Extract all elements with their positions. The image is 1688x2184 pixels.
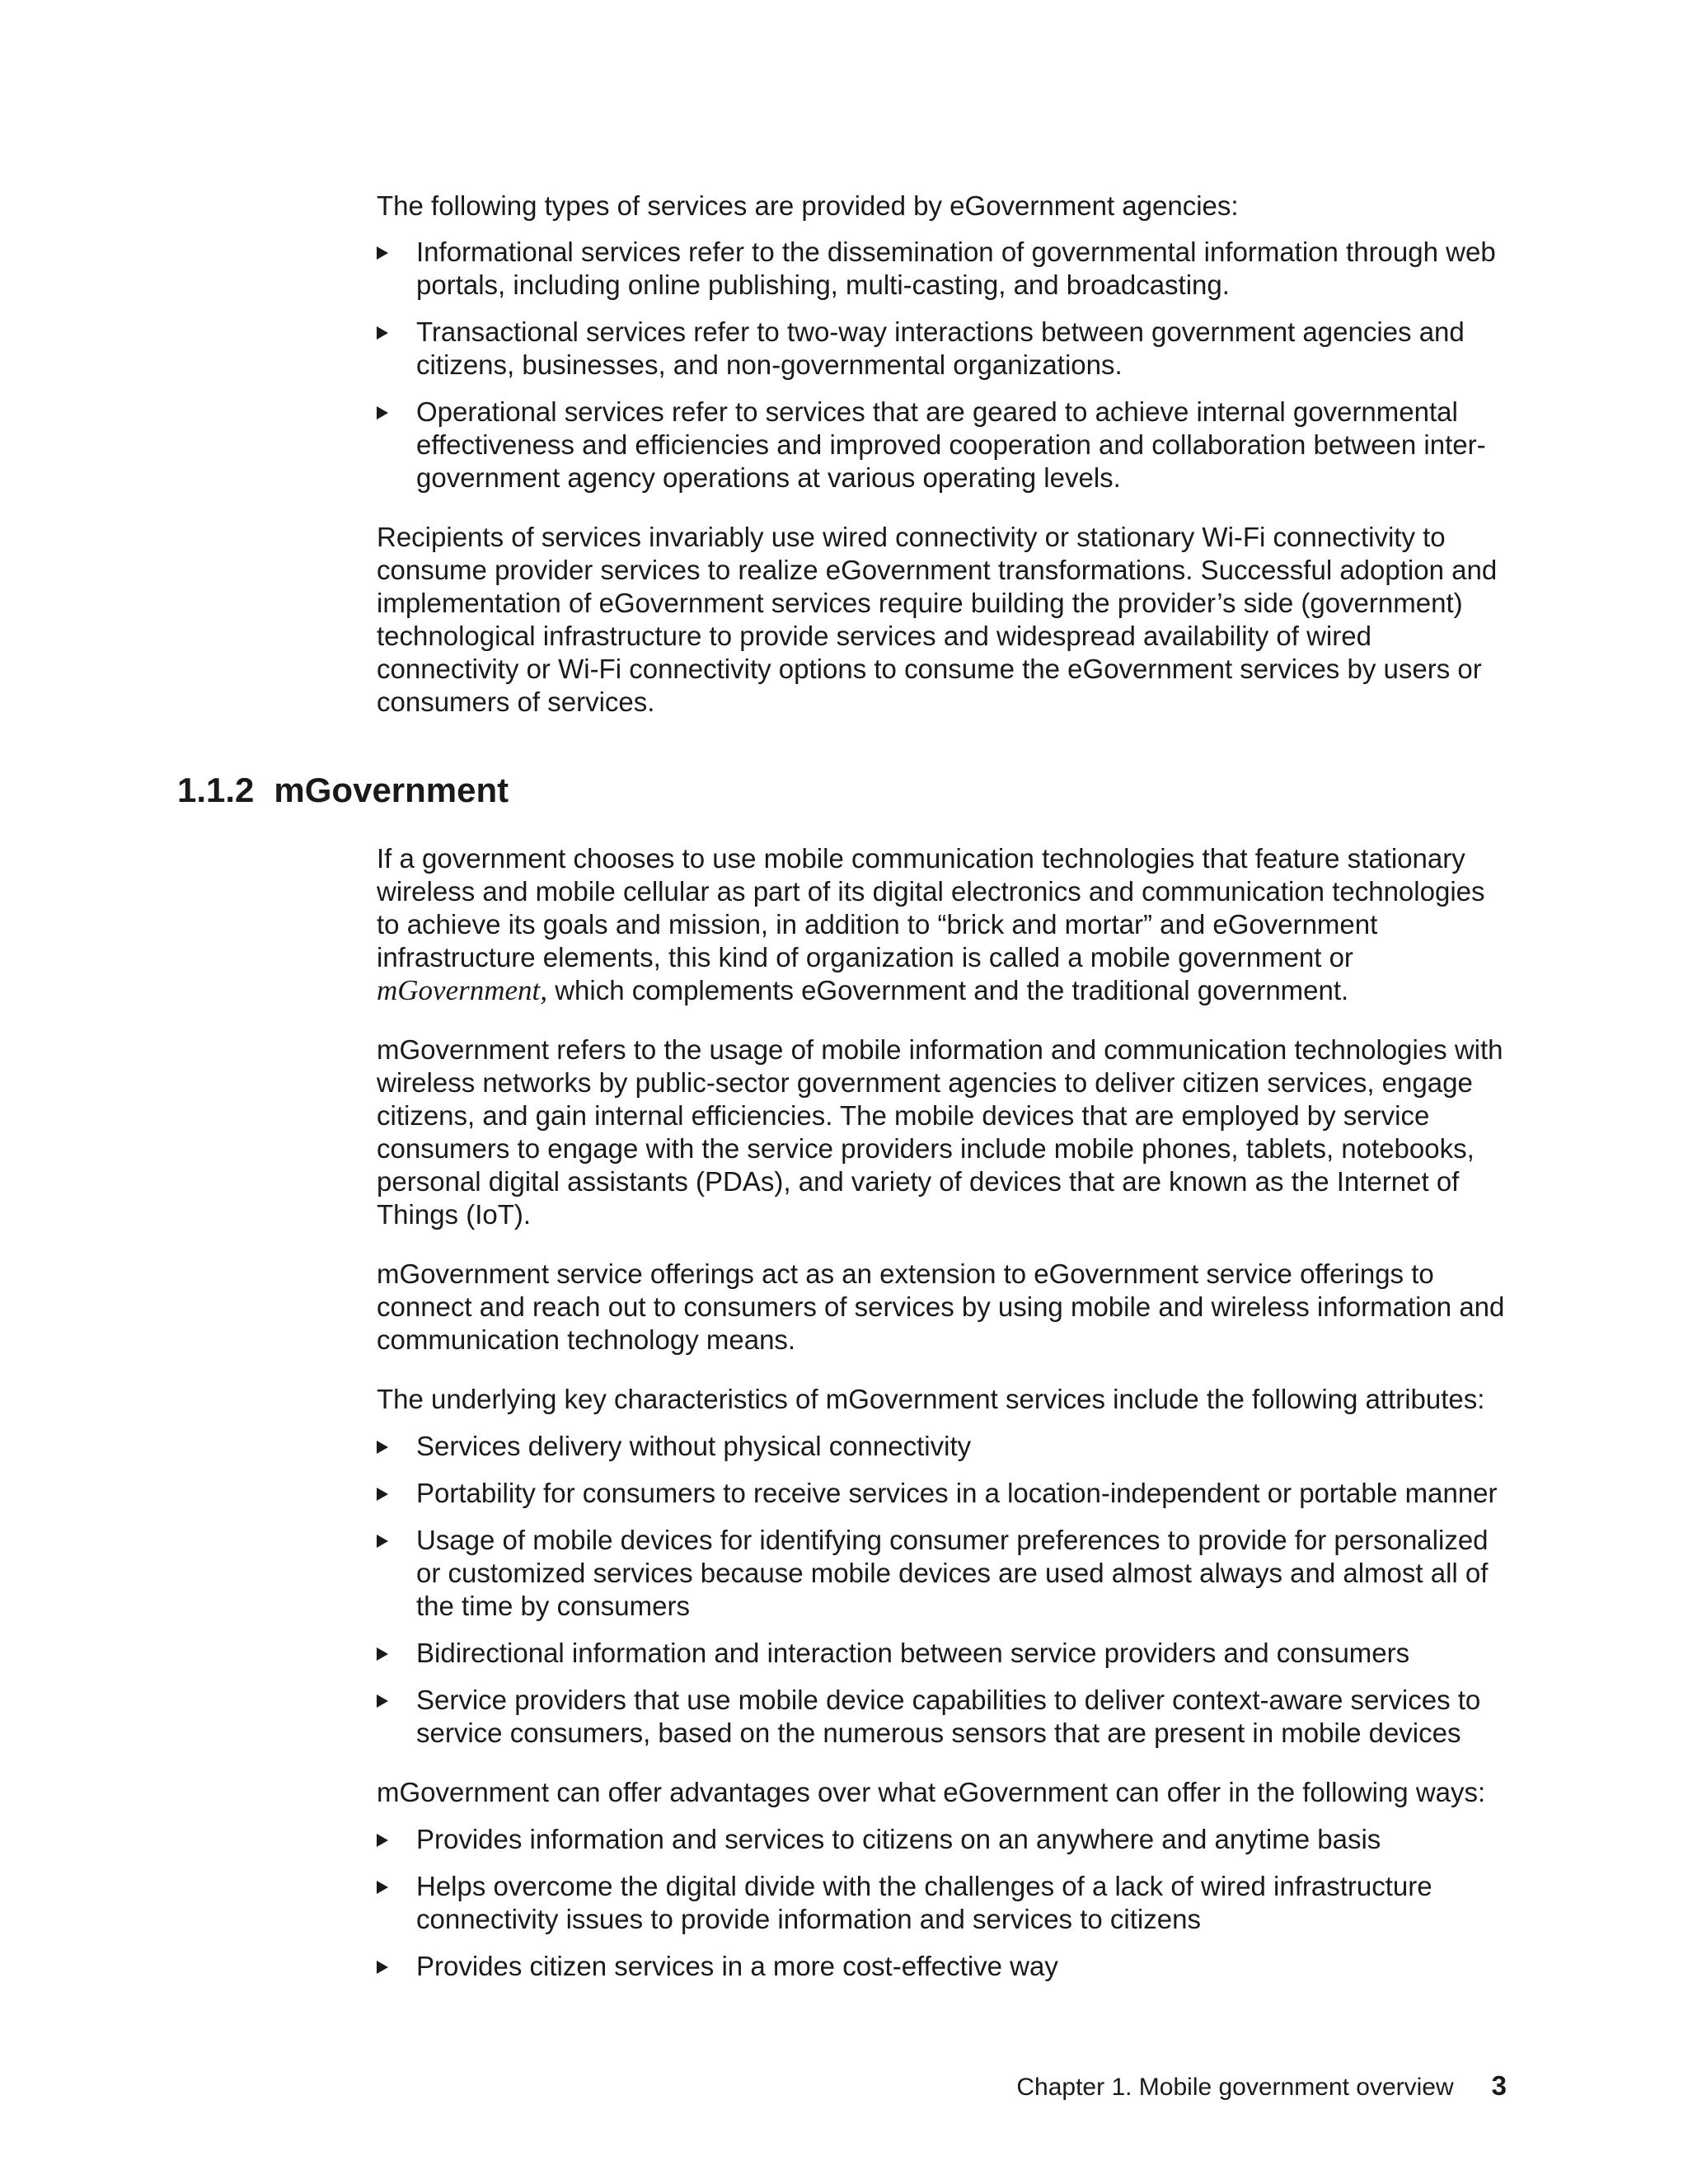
triangle-bullet-icon — [377, 1694, 388, 1708]
advantages-list — [377, 1823, 1506, 1983]
list-item — [377, 1637, 1506, 1670]
characteristics-list — [377, 1430, 1506, 1750]
list-item — [377, 1870, 1506, 1936]
list-item — [377, 1684, 1506, 1750]
list-item — [377, 1524, 1506, 1623]
section-number: 1.1.2 — [177, 771, 255, 809]
list-item — [377, 1477, 1506, 1510]
mgov-section — [377, 842, 1506, 1983]
characteristics-intro: The underlying key characteristics of mGovernment services include the following attributes: — [377, 1384, 1485, 1414]
mgov-usage-paragraph: mGovernment refers to the usage of mobile information and communication technologies with wireless networks by public-sector government agencies to deliver citizen services, engage citizens, and gain internal efficiencies. The mobile devices that are employed by service consumers to engage with the service providers include mobile phones, tablets, notebooks, personal digital assistants (PDAs), and variety of devices that are known as the Internet of Things (IoT). — [377, 1034, 1503, 1230]
para-text: If a government chooses to use mobile communication technologies that feature stationary wireless and mobile cellular as part of its digital electronics and communication technologies to achieve its goals and mission, in addition to “brick and mortar” and eGovernment infrastructure elements, this kind of organization is called a mobile government or — [377, 843, 1485, 972]
triangle-bullet-icon — [377, 1834, 388, 1847]
list-item-text: Usage of mobile devices for identifying consumer preferences to provide for personalized or customized services because mobile devices are used almost always and almost all of the time by consumers — [416, 1525, 1489, 1621]
list-item — [377, 236, 1506, 302]
triangle-bullet-icon — [377, 1441, 388, 1454]
triangle-bullet-icon — [377, 406, 388, 419]
list-item-text: Bidirectional information and interaction between service providers and consumers — [416, 1638, 1410, 1668]
list-item-text: Operational services refer to services that are geared to achieve internal governmental effectiveness and efficiencies and improved cooperation and collaboration between inter-government agency operations at various operating levels. — [416, 396, 1486, 493]
list-item-text: Transactional services refer to two-way interactions between government agencies and citizens, businesses, and non-governmental organizations. — [416, 316, 1465, 380]
list-item — [377, 316, 1506, 382]
list-item-text: Provides information and services to citizens on an anywhere and anytime basis — [416, 1824, 1381, 1854]
triangle-bullet-icon — [377, 246, 388, 260]
emphasized-term: mGovernment, — [377, 974, 548, 1006]
triangle-bullet-icon — [377, 1961, 388, 1974]
chapter-title: Chapter 1. Mobile government overview — [1016, 2074, 1454, 2101]
list-item — [377, 1950, 1506, 1983]
list-item — [377, 396, 1506, 494]
triangle-bullet-icon — [377, 1647, 388, 1661]
triangle-bullet-icon — [377, 1881, 388, 1894]
list-item-text: Provides citizen services in a more cost-effective way — [416, 1951, 1058, 1981]
list-item-text: Informational services refer to the dissemination of governmental information through web portals, including online publishing, multi-casting, and broadcasting. — [416, 237, 1496, 300]
triangle-bullet-icon — [377, 1488, 388, 1501]
list-item-text: Helps overcome the digital divide with the challenges of a lack of wired infrastructure connectivity issues to provide information and services to citizens — [416, 1871, 1432, 1934]
mgov-definition-paragraph — [377, 842, 1506, 1007]
list-item-text: Service providers that use mobile device capabilities to deliver context-aware services to service consumers, based on the numerous sensors that are present in mobile devices — [416, 1685, 1481, 1748]
egov-services-section — [377, 190, 1506, 719]
recipients-paragraph: Recipients of services invariably use wired connectivity or stationary Wi-Fi connectivity to consume provider services to realize eGovernment transformations. Successful adoption and implementation of eGovernment services require building the provider’s side (government) technological infrastructure to provide services and widespread availability of wired connectivity or Wi-Fi connectivity options to consume the eGovernment services by users or consumers of services. — [377, 522, 1498, 717]
services-intro: The following types of services are provided by eGovernment agencies: — [377, 190, 1239, 221]
triangle-bullet-icon — [377, 326, 388, 340]
list-item-text: Portability for consumers to receive services in a location-independent or portable manner — [416, 1478, 1498, 1508]
section-heading — [177, 770, 509, 811]
section-title: mGovernment — [274, 771, 509, 809]
page-footer — [907, 2071, 1507, 2102]
advantages-intro: mGovernment can offer advantages over what eGovernment can offer in the following ways: — [377, 1777, 1486, 1807]
list-item — [377, 1430, 1506, 1463]
list-item-text: Services delivery without physical connectivity — [416, 1431, 972, 1461]
mgov-extension-paragraph: mGovernment service offerings act as an extension to eGovernment service offerings to connect and reach out to consumers of services by using mobile and wireless information and communication technology means. — [377, 1258, 1505, 1355]
page-number: 3 — [1491, 2070, 1507, 2101]
triangle-bullet-icon — [377, 1535, 388, 1548]
para-text: which complements eGovernment and the traditional government. — [547, 975, 1349, 1005]
list-item — [377, 1823, 1506, 1856]
services-list — [377, 236, 1506, 494]
